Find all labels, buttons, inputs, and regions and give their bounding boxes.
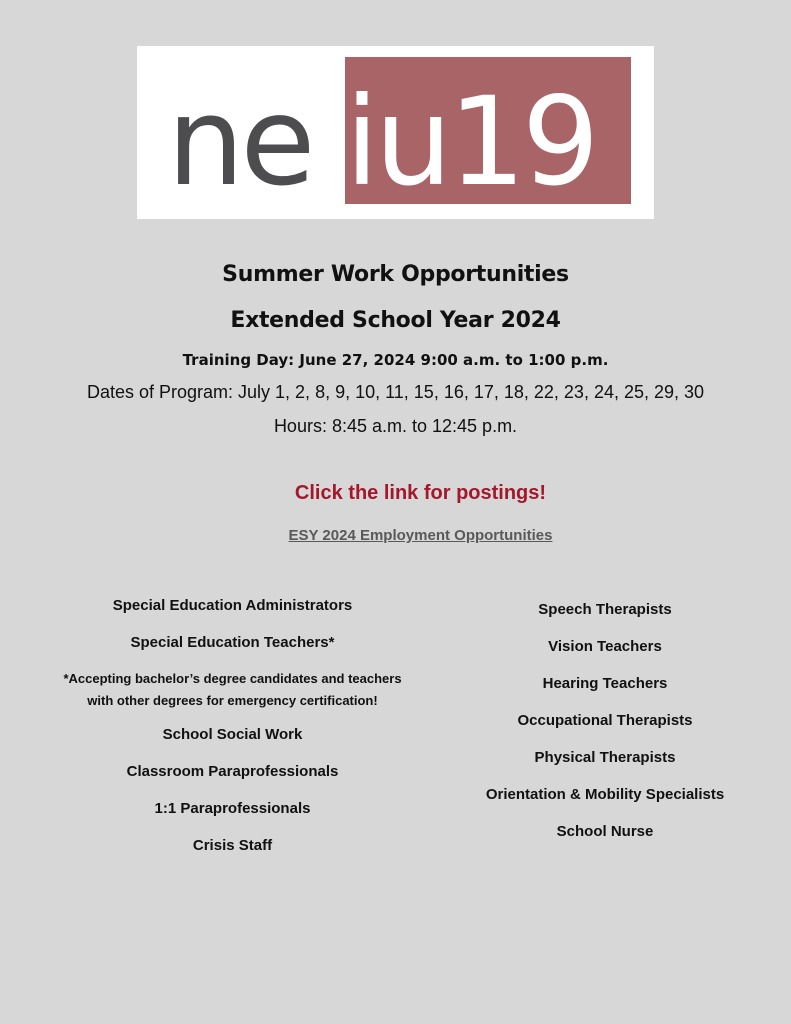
position-item: Crisis Staff [192, 837, 273, 854]
position-item: School Social Work [162, 726, 303, 743]
position-item: 1:1 Paraprofessionals [154, 800, 311, 817]
page-title: Summer Work Opportunities [222, 262, 569, 287]
logo-text-ne: ne [167, 71, 312, 213]
program-hours: Hours: 8:45 a.m. to 12:45 p.m. [273, 416, 518, 436]
position-item: Classroom Paraprofessionals [126, 763, 339, 780]
position-note: with other degrees for emergency certification! [87, 693, 378, 708]
postings-callout: Click the link for postings! [294, 482, 547, 504]
esy-employment-link[interactable]: ESY 2024 Employment Opportunities [288, 527, 553, 544]
position-item: Orientation & Mobility Specialists [485, 786, 725, 803]
position-item: Physical Therapists [534, 749, 676, 766]
training-day: Training Day: June 27, 2024 9:00 a.m. to 1:00 p.m. [182, 351, 609, 369]
position-item: Speech Therapists [538, 601, 672, 618]
page-subtitle: Extended School Year 2024 [230, 308, 561, 333]
position-item: Special Education Administrators [112, 597, 353, 614]
position-item: Special Education Teachers* [130, 634, 335, 651]
logo-text-iu19: iu19 [345, 71, 596, 213]
position-item: School Nurse [556, 823, 654, 840]
position-item: Hearing Teachers [542, 675, 668, 692]
neiu19-logo [137, 46, 654, 219]
logo-graphic [137, 46, 654, 219]
program-dates: Dates of Program: July 1, 2, 8, 9, 10, 11, 15, 16, 17, 18, 22, 23, 24, 25, 29, 30 [86, 382, 705, 402]
position-note: *Accepting bachelor’s degree candidates and teachers [63, 671, 402, 686]
position-item: Occupational Therapists [517, 712, 693, 729]
position-item: Vision Teachers [548, 638, 662, 655]
